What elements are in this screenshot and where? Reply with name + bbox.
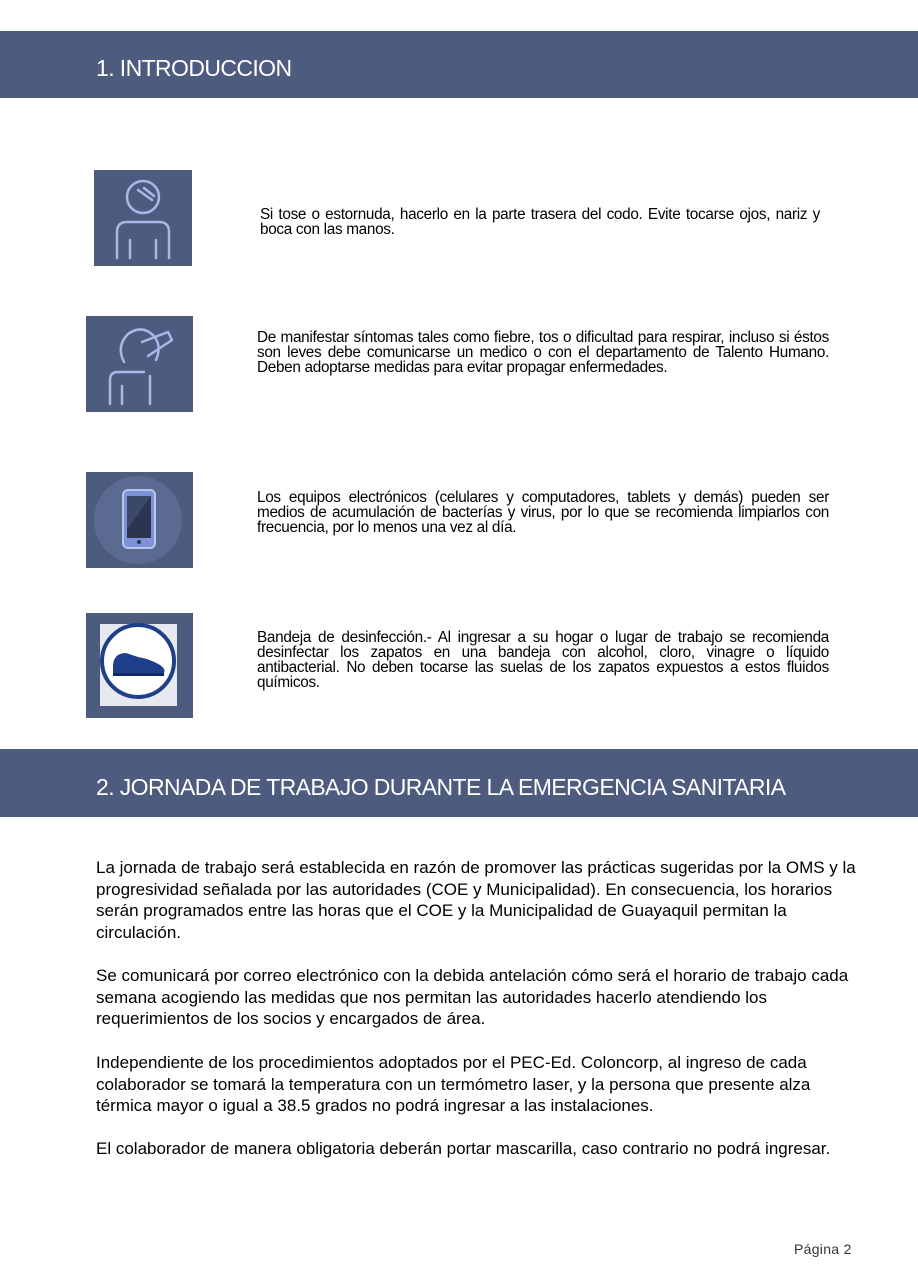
section-title: [96, 55, 291, 82]
tip-text-electronics: Los equipos electrónicos (celulares y computadores, tablets y demás) pueden ser medios de acumulación de bacterías y virus, por lo que se recomienda limpiarlos con frecuencia, por lo menos una vez al día.: [257, 489, 829, 536]
tip-text-sneeze: Si tose o estornuda, hacerlo en la parte trasera del codo. Evite tocarse ojos, nariz y boca con las manos.: [260, 206, 820, 238]
paragraph-temperatura: Independiente de los procedimientos adoptados por el PEC-Ed. Coloncorp, al ingreso de cada colaborador se tomará la temperatura con un termómetro laser, y la persona que presente alza térmica mayor o igual a 38.5 grados no podrá ingresar a las instalaciones.: [96, 1053, 811, 1115]
section-number: 1.: [96, 55, 114, 81]
section-header-introduccion: [0, 31, 918, 98]
cough-elbow-icon: [86, 316, 193, 412]
section-title-text: INTRODUCCION: [119, 55, 292, 81]
tip-text-shoe-tray: Bandeja de desinfección.- Al ingresar a su hogar o lugar de trabajo se recomienda desinfectar los zapatos en una bandeja con alcohol, cloro, vinagre o líquido antibacterial. No deben tocarse las suelas de los zapatos expuestos a estos fluidos químicos.: [257, 629, 829, 691]
paragraph-jornada: La jornada de trabajo será establecida en razón de promover las prácticas sugeridas por la OMS y la progresividad señalada por las autoridades (COE y Municipalidad). En consecuencia, los horarios serán programados entre las horas que el COE y la Municipalidad de Guayaquil permitan la circulación.: [96, 858, 856, 942]
shoe-icon: [86, 613, 193, 718]
section-header-jornada: [0, 749, 918, 817]
mobile-phone-icon: [86, 472, 193, 568]
tip-text-symptoms: De manifestar síntomas tales como fiebre, tos o dificultad para respirar, incluso si éstos son leves debe comunicarse un medico o con el departamento de Talento Humano. Deben adoptarse medidas para evitar propagar enfermedades.: [257, 329, 829, 376]
section-title: 2. JORNADA DE TRABAJO DURANTE LA EMERGENCIA SANITARIA: [96, 774, 786, 800]
paragraph-horario: Se comunicará por correo electrónico con la debida antelación cómo será el horario de trabajo cada semana acogiendo las medidas que nos permitan las autoridades hacerlo atendiendo los requerimientos de los socios y encargados de área.: [96, 966, 849, 1028]
page-number: Página 2: [794, 1241, 852, 1257]
paragraph-mascarilla: El colaborador de manera obligatoria deberán portar mascarilla, caso contrario no podrá ingresar.: [96, 1139, 831, 1158]
sneeze-elbow-icon: [94, 170, 192, 266]
